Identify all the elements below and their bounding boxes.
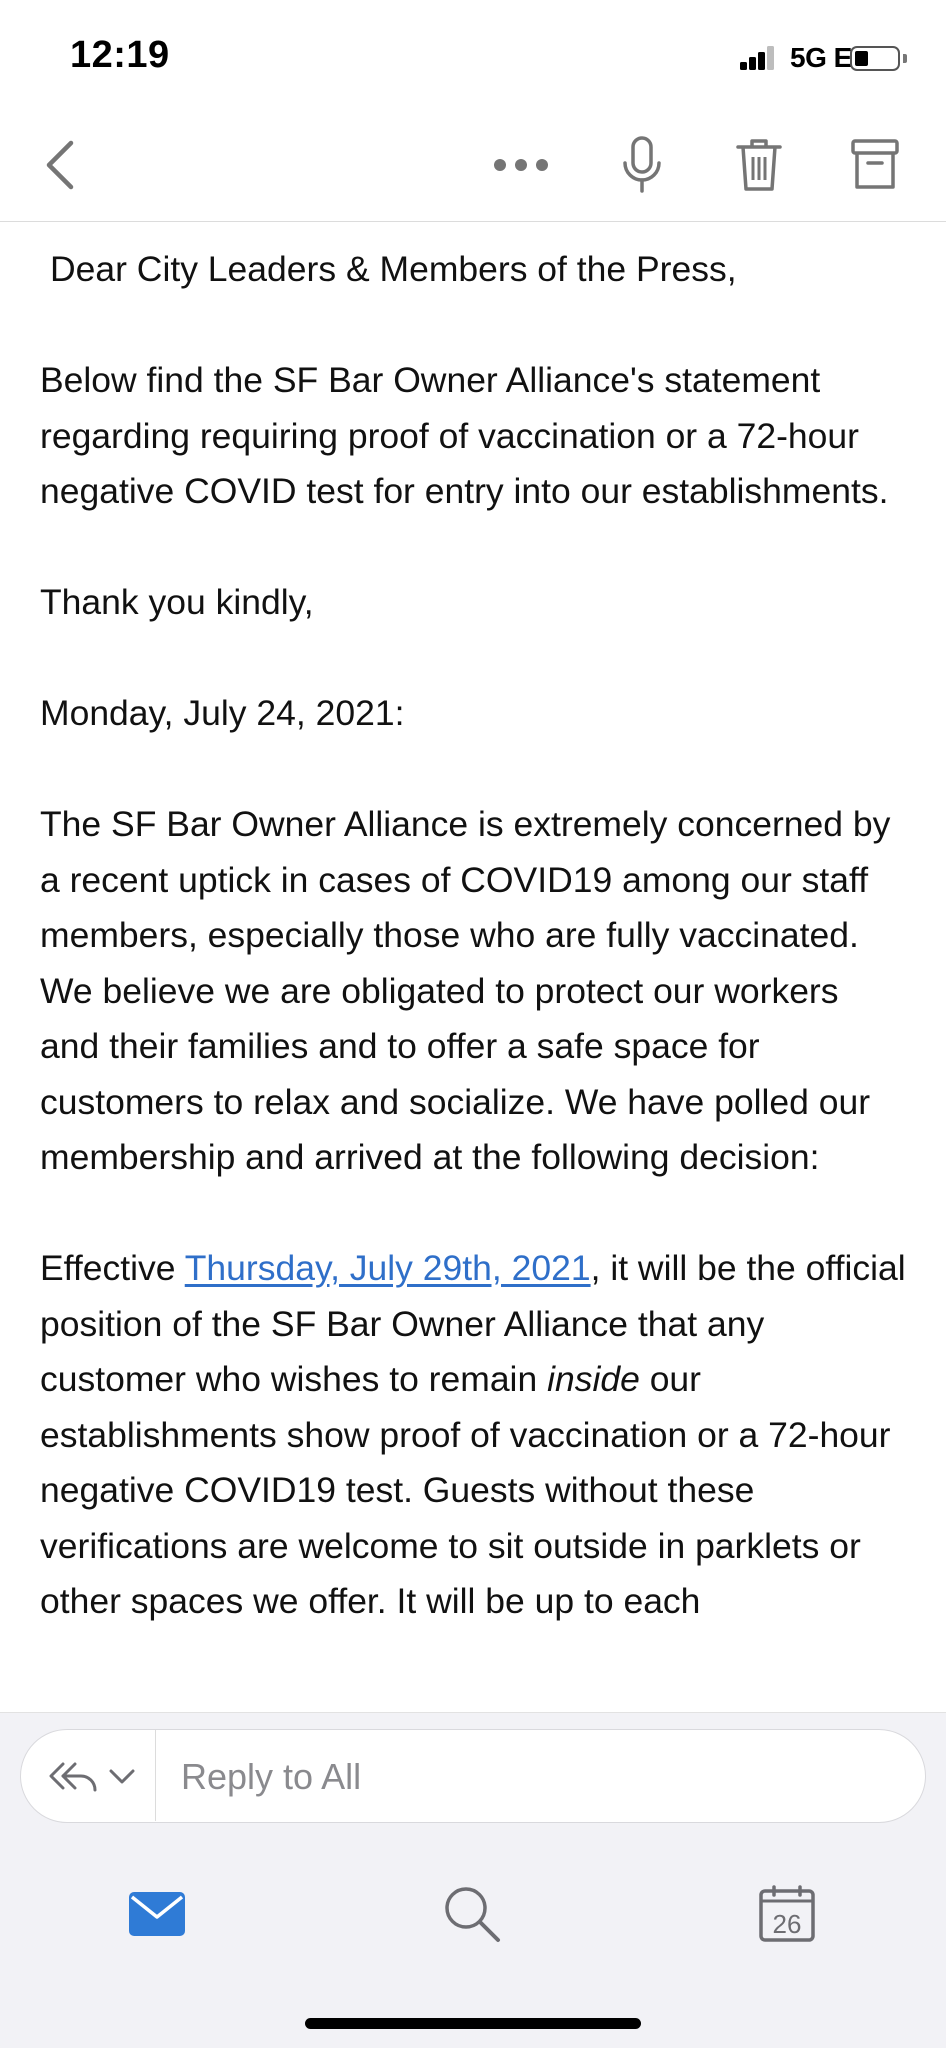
para2-prefix: Effective xyxy=(40,1248,185,1288)
archive-icon xyxy=(850,137,900,193)
tab-calendar[interactable] xyxy=(737,1864,837,1964)
home-indicator[interactable] xyxy=(305,2018,641,2029)
email-intro: Below find the SF Bar Owner Alliance's statement regarding requiring proof of vaccination or a 72-hour negative COVID test for entry into our establishments. xyxy=(40,360,889,511)
reply-all-icon xyxy=(47,1756,99,1796)
reply-bar xyxy=(0,1712,946,1842)
email-paragraph-2 xyxy=(40,1241,906,1630)
tab-mail[interactable] xyxy=(107,1864,207,1964)
para2-mid: , it will be the official position of the SF Bar Owner Alliance that any customer who wishes to remain xyxy=(40,1248,906,1399)
reply-options-button[interactable] xyxy=(21,1730,156,1821)
battery-cap xyxy=(903,54,907,63)
status-bar xyxy=(0,0,946,110)
battery-icon xyxy=(850,46,900,71)
tab-search[interactable] xyxy=(422,1864,522,1964)
ellipsis-icon xyxy=(491,155,551,175)
back-button[interactable] xyxy=(26,130,96,200)
para2-rest: our establishments show proof of vaccination or a 72-hour negative COVID19 test. Guests without these verifications are welcome to sit outside in parklets or other spaces we offer. It will be up to each xyxy=(40,1359,891,1621)
para2-emphasis: inside xyxy=(547,1359,640,1399)
chevron-down-icon xyxy=(107,1766,137,1786)
calendar-day: 26 xyxy=(772,1909,802,1939)
network-label: 5G E xyxy=(790,42,852,73)
tab-bar xyxy=(0,1842,946,2048)
more-button[interactable] xyxy=(486,130,556,200)
date-link[interactable]: Thursday, July 29th, 2021 xyxy=(184,1248,591,1288)
microphone-icon xyxy=(620,135,664,195)
email-body xyxy=(0,224,946,1712)
chevron-left-icon xyxy=(41,135,81,195)
email-paragraph-1: The SF Bar Owner Alliance is extremely concerned by a recent uptick in cases of COVID19 among our staff members, especially those who are fully vaccinated. We believe we are obligated to protect our workers and their families and to offer a safe space for customers to relax and socialize. We have polled our membership and arrived at the following decision: xyxy=(40,804,891,1177)
search-icon xyxy=(442,1884,502,1944)
reply-input-placeholder[interactable]: Reply to All xyxy=(181,1756,362,1797)
dictate-button[interactable] xyxy=(607,130,677,200)
calendar-icon xyxy=(758,1885,816,1943)
archive-button[interactable] xyxy=(840,130,910,200)
battery-fill xyxy=(855,51,868,66)
delete-button[interactable] xyxy=(724,130,794,200)
message-toolbar xyxy=(0,110,946,222)
reply-box[interactable] xyxy=(20,1729,926,1823)
status-time: 12:19 xyxy=(70,34,170,76)
mail-icon xyxy=(128,1891,186,1937)
trash-icon xyxy=(734,135,784,195)
email-date-line: Monday, July 24, 2021: xyxy=(40,693,405,733)
email-thanks: Thank you kindly, xyxy=(40,582,314,622)
email-content xyxy=(0,224,946,1630)
signal-icon xyxy=(740,46,774,70)
email-salutation: Dear City Leaders & Members of the Press, xyxy=(50,249,737,289)
